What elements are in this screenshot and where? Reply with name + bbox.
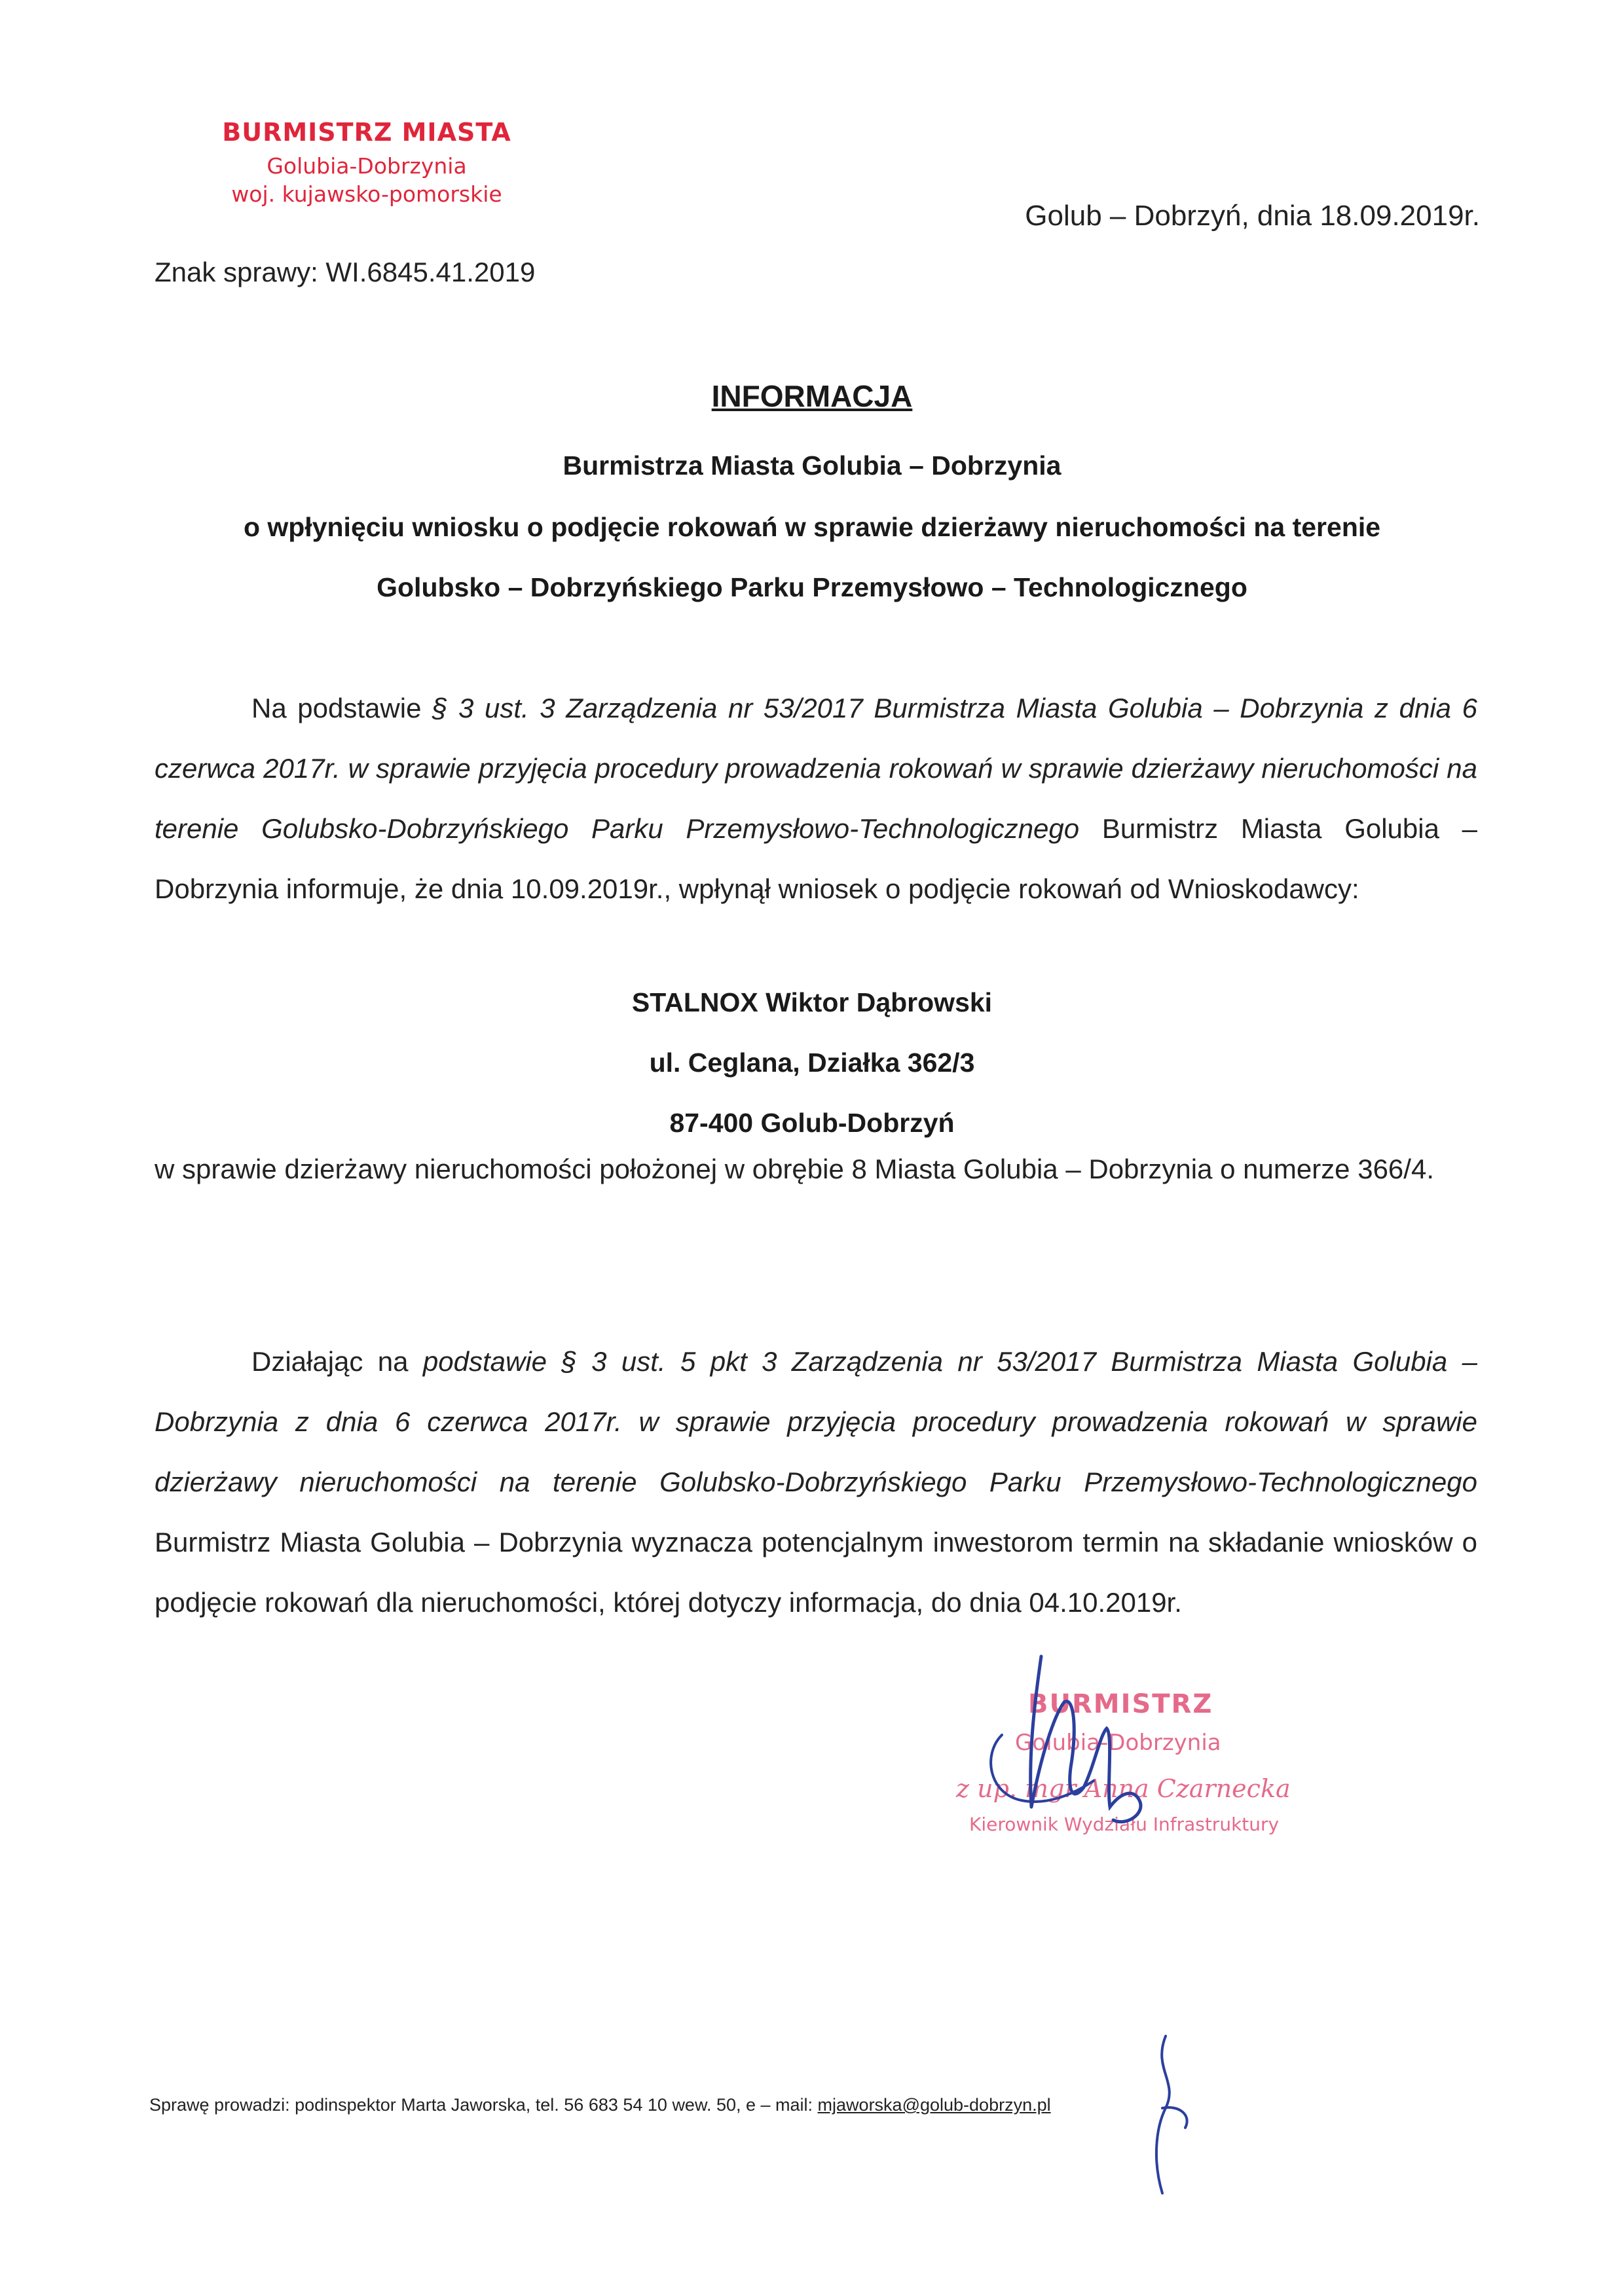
handwritten-signature-icon (943, 1637, 1349, 1853)
signature-stamp (943, 1637, 1349, 1853)
title-line-2: o wpłynięciu wniosku o podjęcie rokowań w sprawie dzierżawy nieruchomości na terenie (243, 512, 1381, 542)
title-line-3: Golubsko – Dobrzyńskiego Parku Przemysłowo – Technologicznego (377, 572, 1247, 602)
stamp-line-2: Golubia-Dobrzynia (267, 153, 467, 179)
footer-contact (149, 2095, 1051, 2115)
title-line-1: Burmistrza Miasta Golubia – Dobrzynia (563, 450, 1061, 481)
case-number: Znak sprawy: WI.6845.41.2019 (155, 257, 536, 287)
applicant-name: STALNOX Wiktor Dąbrowski (631, 987, 993, 1017)
paragraph-1-text-b: Burmistrz Miasta Golubia – Dobrzynia informuje, że dnia 10.09.2019r., wpłynął wniosek o podjęcie rokowań od Wnioskodawcy: (155, 813, 1477, 904)
initials-signature-icon (1126, 2030, 1205, 2200)
signature-stamp-line-3: z up. mgr Anna Czarnecka (956, 1774, 1291, 1803)
paragraph-3-text-a: Działając na (251, 1346, 423, 1377)
signature-stamp-line-4: Kierownik Wydziału Infrastruktury (969, 1813, 1280, 1835)
applicant-street: ul. Ceglana, Działka 362/3 (649, 1048, 975, 1078)
paragraph-3-text-b: Burmistrz Miasta Golubia – Dobrzynia wyznacza potencjalnym inwestorom termin na składanie wniosków o podjęcie rokowań dla nieruchomości, której dotyczy informacja, do dnia 04.10.2019r. (155, 1527, 1477, 1618)
paragraph-3 (155, 1332, 1477, 1633)
paragraph-2: w sprawie dzierżawy nieruchomości położonej w obrębie 8 Miasta Golubia – Dobrzynia o numerze 366/4. (155, 1154, 1434, 1184)
stamp-line-1: BURMISTRZ MIASTA (222, 118, 511, 147)
issuer-stamp (216, 118, 517, 207)
footer-email-link[interactable]: mjaworska@golub-dobrzyn.pl (817, 2095, 1051, 2115)
paragraph-3-italic: podstawie § 3 ust. 5 pkt 3 Zarządzenia nr 53/2017 Burmistrza Miasta Golubia – Dobrzynia z dnia 6 czerwca 2017r. w sprawie przyjęcia procedury prowadzenia rokowań w sprawie dzierżawy nieruchomości na terenie Golubsko-Dobrzyńskiego Parku Przemysłowo-Technologicznego (155, 1346, 1477, 1497)
applicant-city: 87-400 Golub-Dobrzyń (669, 1108, 955, 1138)
document-title: INFORMACJA (711, 379, 913, 413)
signature-stamp-line-1: BURMISTRZ (1028, 1689, 1213, 1719)
stamp-line-3: woj. kujawsko-pomorskie (231, 181, 502, 207)
footer-text: Sprawę prowadzi: podinspektor Marta Jaworska, tel. 56 683 54 10 wew. 50, e – mail: (149, 2095, 818, 2115)
paragraph-1 (155, 678, 1477, 919)
document-date: Golub – Dobrzyń, dnia 18.09.2019r. (1025, 200, 1480, 232)
signature-stamp-line-2: Golubia-Dobrzynia (1015, 1730, 1221, 1756)
paragraph-1-italic: § 3 ust. 3 Zarządzenia nr 53/2017 Burmistrza Miasta Golubia – Dobrzynia z dnia 6 czerwca 2017r. w sprawie przyjęcia procedury prowadzenia rokowań w sprawie dzierżawy nieruchomości na terenie Golubsko-Dobrzyńskiego Parku Przemysłowo-Technologicznego (155, 693, 1477, 844)
paragraph-1-text-a: Na podstawie (251, 693, 433, 723)
